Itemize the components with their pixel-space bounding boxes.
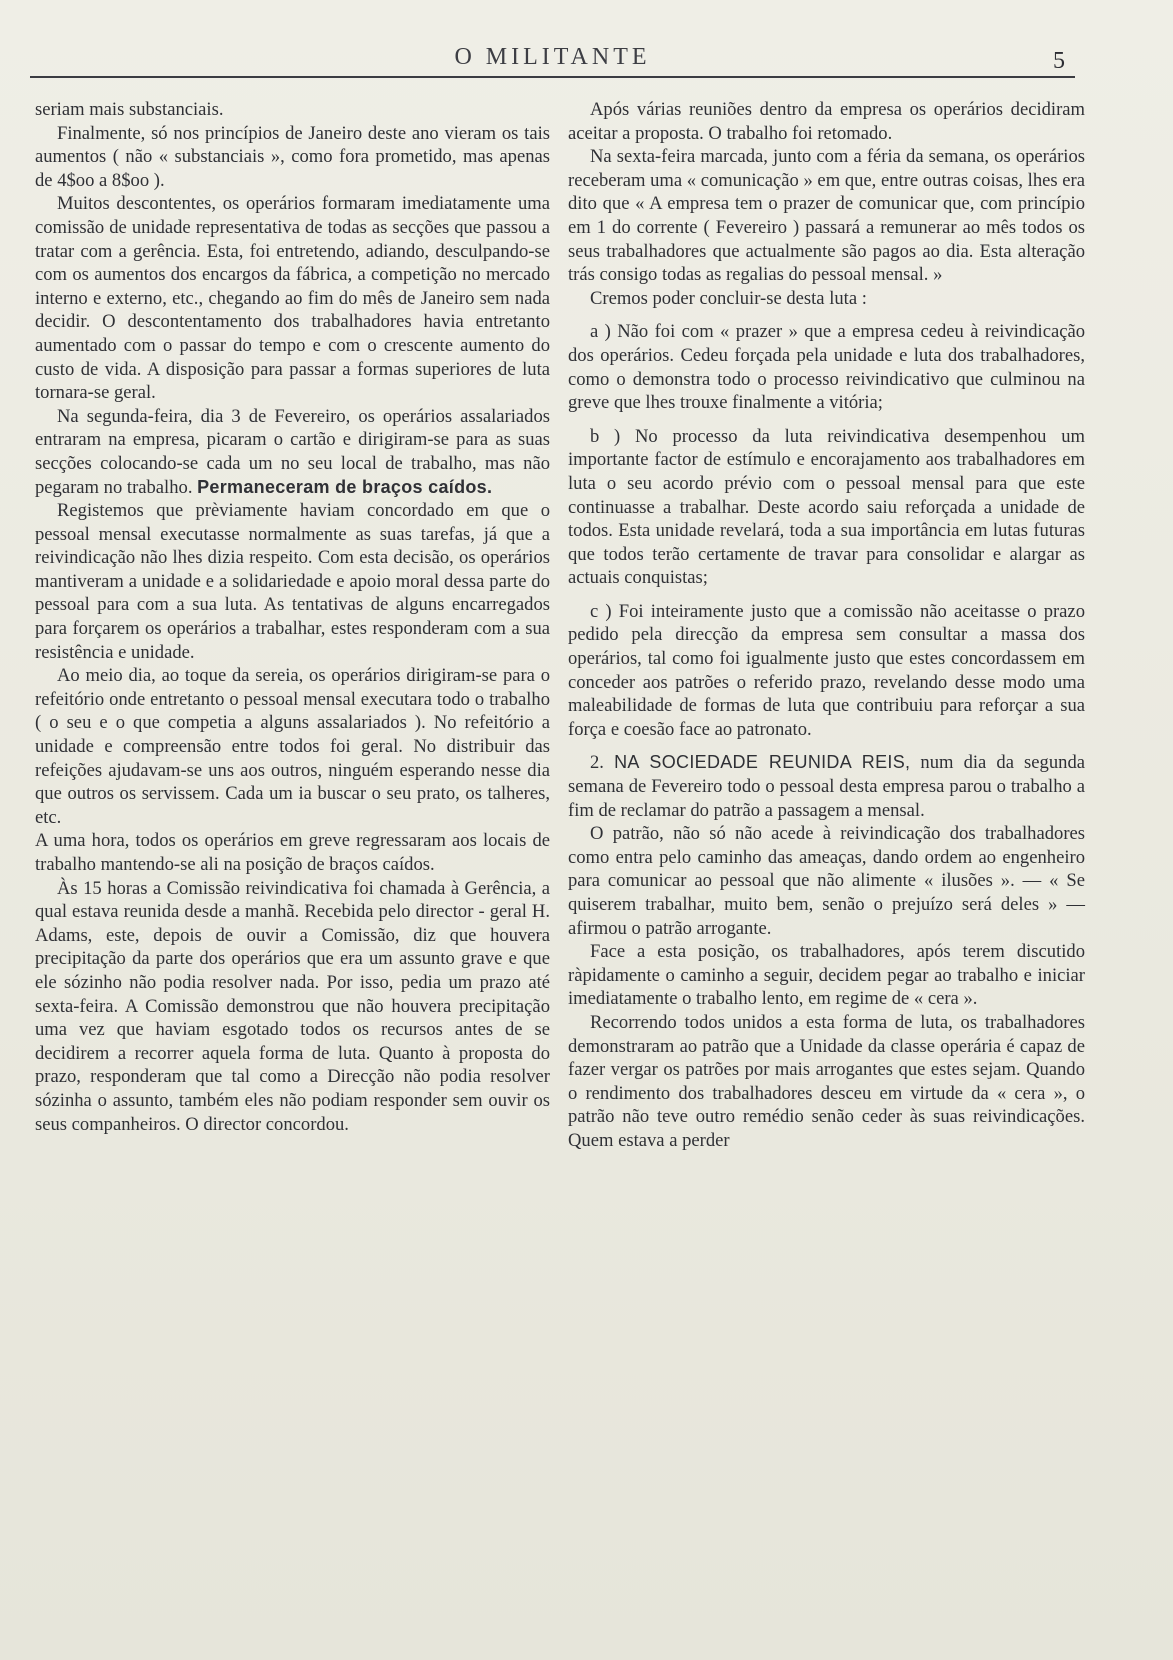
list-item-c: c ) Foi inteiramente justo que a comissão não aceitasse o prazo pedido pela direcção da empresa sem consultar a massa dos operários, tal como foi igualmente justo que estes concordassem em conceder aos patrões o referido prazo, revelando desse modo uma maleabilidade de formas de luta que contribuiu para reforçar a sua força e coesão face ao patronato. <box>568 600 1085 740</box>
paragraph: Muitos descontentes, os operários formaram imediatamente uma comissão de unidade representativa de todas as secções que passou a tratar com a gerência. Esta, foi entretendo, adiando, desculpando-se com os aumentos dos encargos da fábrica, a competição no mercado interno e externo, etc., chegando ao fim do mês de Janeiro sem nada decidir. O descontentamento dos trabalhadores havia entretanto aumentado com o passar do tempo e com o crescente aumento do custo de vida. A disposição para passar a formas superiores de luta tornara-se geral. <box>35 193 550 404</box>
paragraph-text: Na segunda-feira, dia 3 de Fevereiro, os operários assalariados entraram na empresa, picaram o cartão e dirigiram-se para as suas secções colocando-se cada um no seu local de trabalho, mas não pegaram no trabalho. <box>35 405 550 498</box>
section-number: 2. <box>590 752 604 774</box>
section-paragraph <box>568 751 1085 822</box>
paragraph: Ao meio dia, ao toque da sereia, os operários dirigiram-se para o refeitório onde entretanto o pessoal mensal executara todo o trabalho ( o seu e o que competia a alguns assalariados ). No refeitório a unidade e compreensão entre todos foi geral. No distribuir das refeições ajudavam-se uns aos outros, ninguém esperando nesse dia que outros os servissem. Cada um ia buscar o seu prato, os talheres, etc. <box>35 665 550 828</box>
paragraph: O patrão, não só não acede à reivindicação dos trabalhadores como entra pelo caminho das ameaças, dando ordem ao engenheiro para comunicar ao pessoal que não alimente « ilusões ». — « Se quiserem trabalhar, muito bem, senão o prejuízo será deles » — afirmou o patrão arrogante. <box>568 823 1085 939</box>
paragraph: Registemos que prèviamente haviam concordado em que o pessoal mensal executasse normalmente as suas tarefas, já que a reivindicação não lhes dizia respeito. Com esta decisão, os operários mantiveram a unidade e a solidariedade e apoio moral dessa parte do pessoal para com a sua luta. As tentativas de alguns encarregados para forçarem os operários a trabalhar, estes responderam com a sua resistência e unidade. <box>35 500 550 663</box>
page-number: 5 <box>1053 48 1065 74</box>
paragraph: Face a esta posição, os trabalhadores, após terem discutido ràpidamente o caminho a seguir, decidem pegar ao trabalho e iniciar imediatamente o trabalho lento, em regime de « cera ». <box>568 941 1085 1010</box>
left-column <box>35 98 550 1136</box>
paragraph: A uma hora, todos os operários em greve regressaram aos locais de trabalho mantendo-se ali na posição de braços caídos. <box>35 830 550 875</box>
paragraph <box>35 405 550 499</box>
paragraph: Finalmente, só nos princípios de Janeiro deste ano vieram os tais aumentos ( não « substanciais », como fora prometido, mas apenas de 4$oo a 8$oo ). <box>35 122 550 191</box>
header-rule <box>30 76 1075 78</box>
section-heading: NA SOCIEDADE REUNIDA REIS, <box>614 752 911 773</box>
paragraph: Cremos poder concluir-se desta luta : <box>590 287 867 309</box>
list-item-a: a ) Não foi com « prazer » que a empresa cedeu à reivindicação dos operários. Cedeu forçada pela unidade e luta dos trabalhadores, como o demonstra todo o processo reivindicativo que culminou na greve que lhes trouxe finalmente a vitória; <box>568 321 1085 414</box>
page-header <box>30 40 1075 80</box>
section-text: num dia da segunda semana de Fevereiro todo o pessoal desta empresa parou o trabalho a fim de reclamar do patrão a passagem a mensal. <box>568 752 1085 821</box>
paragraph: seriam mais substanciais. <box>35 99 224 120</box>
paragraph: Às 15 horas a Comissão reivindicativa foi chamada à Gerência, a qual estava reunida desde a manhã. Recebida pelo director - geral H. Adams, este, depois de ouvir a Comissão, diz que houvera precipitação da parte dos operários que era um assunto grave e que ele sózinho não podia resolver nada. Por isso, pedia um prazo até sexta-feira. A Comissão demonstrou que não houvera precipitação uma vez que haviam esgotado todos os recursos antes de se decidirem a recorrer aquela forma de luta. Quanto à proposta do prazo, responderam que tal como a Direcção não podia resolver sózinha o assunto, também eles não podiam responder sem ouvir os seus companheiros. O director concordou. <box>35 877 550 1135</box>
emphasis-text: Permaneceram de braços caídos. <box>197 476 493 497</box>
right-column <box>568 98 1085 1153</box>
paragraph: Na sexta-feira marcada, junto com a féria da semana, os operários receberam uma « comunicação » em que, entre outras coisas, lhes era dito que « A empresa tem o prazer de comunicar que, com princípio em 1 do corrente ( Fevereiro ) passará a remunerar ao mês todos os seus trabalhadores que actualmente são pagos ao dia. Esta alteração trás consigo todas as regalias do pessoal mensal. » <box>568 146 1085 286</box>
paragraph: Após várias reuniões dentro da empresa os operários decidiram aceitar a proposta. O trabalho foi retomado. <box>568 99 1085 144</box>
running-title: O MILITANTE <box>454 44 651 70</box>
list-item-b: b ) No processo da luta reivindicativa desempenhou um importante factor de estímulo e encorajamento aos trabalhadores em luta o seu acordo prévio com o pessoal mensal para que este continuasse a trabalhar. Deste acordo saiu reforçada a unidade de todos. Esta unidade revelará, toda a sua importância em lutas futuras que todos terão certamente de travar para consolidar e alargar as actuais conquistas; <box>568 425 1085 589</box>
paragraph: Recorrendo todos unidos a esta forma de luta, os trabalhadores demonstraram ao patrão que a Unidade da classe operária é capaz de fazer vergar os patrões por mais arrogantes que estes sejam. Quando o rendimento dos trabalhadores desceu em virtude da « cera », o patrão não teve outro remédio senão ceder às suas reivindicações. Quem estava a perder <box>568 1011 1085 1151</box>
